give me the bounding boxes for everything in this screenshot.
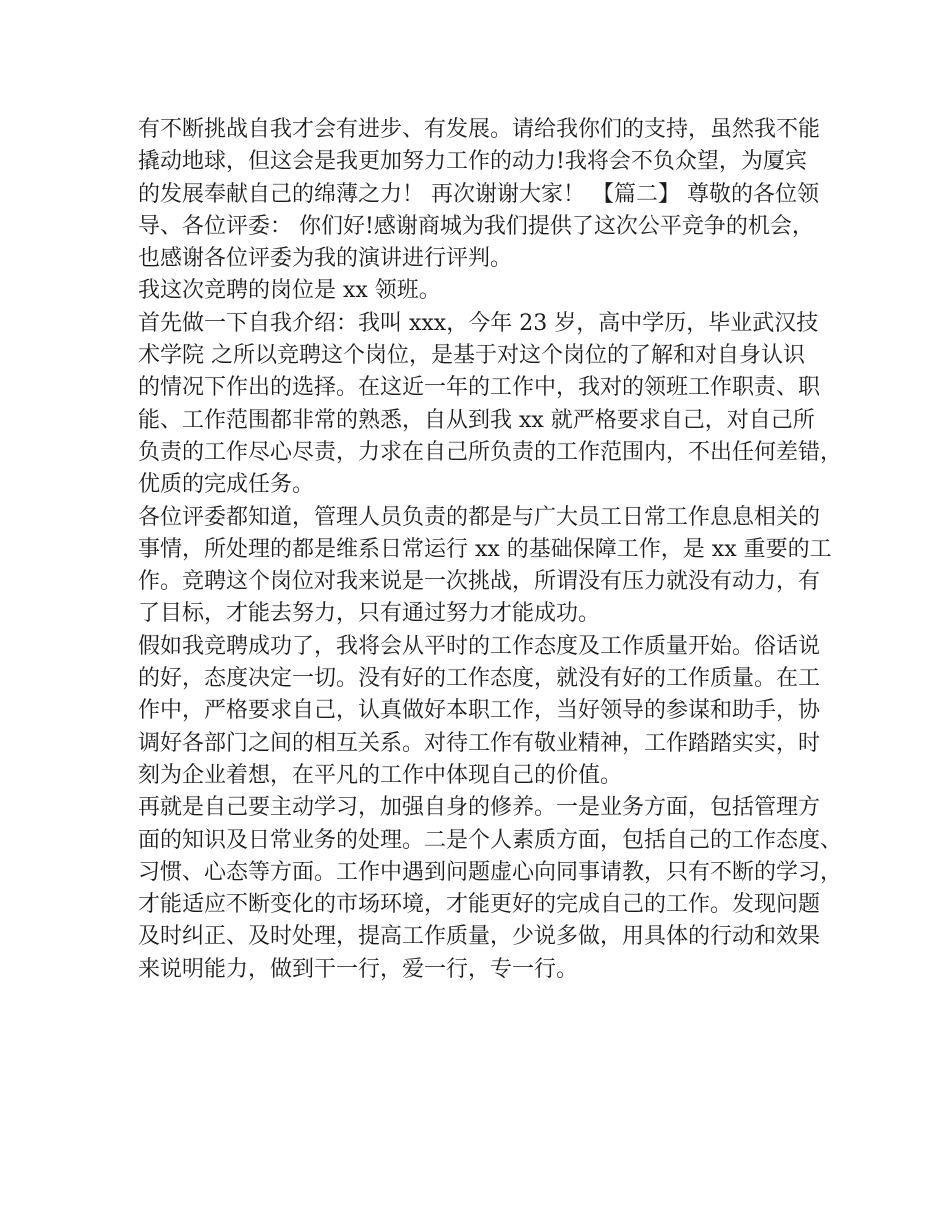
text-line: 负责的工作尽心尽责，力求在自己所负责的工作范围内，不出任何差错， [138, 439, 843, 465]
text-line: 再就是自己要主动学习，加强自身的修养。一是业务方面，包括管理方 [138, 795, 821, 821]
text-line: 来说明能力，做到干一行，爱一行，专一行。 [138, 956, 579, 982]
text-line: 及时纠正、及时处理，提高工作质量，少说多做，用具体的行动和效果 [138, 924, 821, 950]
text-line: 也感谢各位评委为我的演讲进行评判。 [138, 246, 513, 272]
document-body [138, 114, 843, 986]
text-line: 假如我竞聘成功了，我将会从平时的工作态度及工作质量开始。俗话说 [138, 633, 821, 659]
text-line: 有不断挑战自我才会有进步、有发展。请给我你们的支持，虽然我不能 [138, 117, 821, 142]
text-line: 导、各位评委： 你们好!感谢商城为我们提供了这次公平竞争的机会， [138, 213, 814, 239]
paragraph [138, 114, 828, 275]
text-line: 术学院 之所以竞聘这个岗位，是基于对这个岗位的了解和对自身认识 [138, 343, 805, 369]
text-line: 事情，所处理的都是维系日常运行 xx 的基础保障工作，是 xx 重要的工 [138, 536, 832, 562]
text-line: 习惯、心态等方面。工作中遇到问题虚心向同事请教，只有不断的学习， [138, 859, 843, 885]
text-line: 的情况下作出的选择。在这近一年的工作中，我对的领班工作职责、职 [138, 375, 821, 401]
text-line: 的好，态度决定一切。没有好的工作态度，就没有好的工作质量。在工 [138, 666, 821, 692]
text-line: 才能适应不断变化的市场环境，才能更好的完成自己的工作。发现问题 [138, 892, 821, 918]
text-line: 面的知识及日常业务的处理。二是个人素质方面，包括自己的工作态度、 [138, 827, 843, 853]
paragraph [138, 308, 843, 502]
paragraph [138, 275, 828, 307]
text-line: 撬动地球，但这会是我更加努力工作的动力!我将会不负众望，为厦宾 [138, 149, 807, 175]
paragraph [138, 792, 843, 986]
paragraph [138, 502, 832, 631]
text-line: 作中，严格要求自己，认真做好本职工作，当好领导的参谋和助手，协 [138, 698, 821, 724]
text-line: 作。竞聘这个岗位对我来说是一次挑战，所谓没有压力就没有动力，有 [138, 569, 821, 595]
paragraph [138, 631, 828, 792]
text-line: 各位评委都知道，管理人员负责的都是与广大员工日常工作息息相关的 [138, 504, 821, 530]
text-line: 了目标，才能去努力，只有通过努力才能成功。 [138, 601, 601, 627]
text-line: 首先做一下自我介绍：我叫 xxx，今年 23 岁，高中学历，毕业武汉技 [138, 310, 819, 336]
text-line: 的发展奉献自己的绵薄之力！ 再次谢谢大家！ 【篇二】 尊敬的各位领 [138, 181, 819, 207]
text-line: 我这次竞聘的岗位是 xx 领班。 [138, 278, 441, 304]
text-line: 刻为企业着想，在平凡的工作中体现自己的价值。 [138, 762, 623, 788]
text-line: 优质的完成任务。 [138, 472, 315, 498]
text-line: 能、工作范围都非常的熟悉，自从到我 xx 就严格要求自己，对自己所 [138, 407, 815, 433]
text-line: 调好各部门之间的相互关系。对待工作有敬业精神，工作踏踏实实，时 [138, 730, 821, 756]
